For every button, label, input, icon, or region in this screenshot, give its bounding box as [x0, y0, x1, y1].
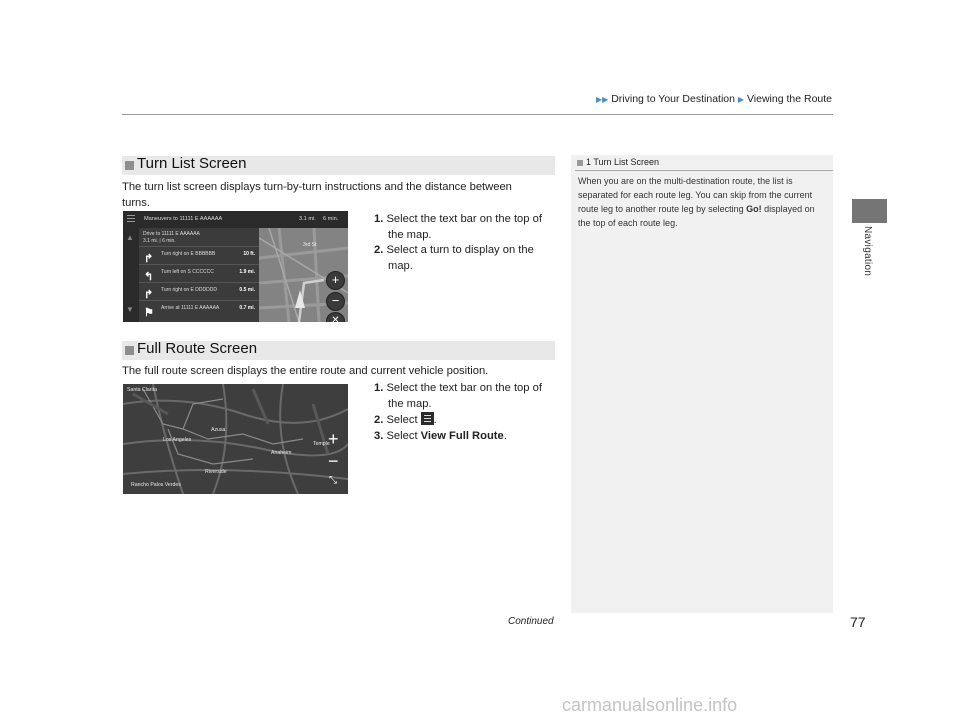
- map-label: Azusa: [211, 427, 226, 433]
- step-number: 2.: [374, 414, 384, 426]
- step-text: Select: [386, 429, 418, 442]
- step-item: [374, 212, 542, 228]
- maneuvers-time: 6 min.: [323, 216, 339, 222]
- view-full-route-label: View Full Route: [420, 429, 504, 442]
- reference-icon: [577, 160, 583, 166]
- breadcrumb-part2: Viewing the Route: [746, 93, 832, 105]
- step-text: Select a turn to display on the: [386, 244, 534, 256]
- side-tab-marker: [852, 199, 887, 223]
- turn-item-distance: 10 ft.: [243, 251, 255, 257]
- turn-list-steps: [374, 212, 542, 274]
- note-body: [578, 174, 828, 230]
- note-ref-number: 1: [586, 157, 592, 167]
- section-square-icon: [125, 161, 134, 170]
- menu-icon: [421, 412, 434, 425]
- note-body-text: When you are on the multi-destination route, the list is separated for each route leg. You can skip from the current route leg to another route leg by selecting: [578, 176, 813, 214]
- page-number: 77: [850, 614, 866, 630]
- turn-item-distance: 1.9 mi.: [239, 269, 255, 275]
- full-route-steps: [374, 381, 542, 444]
- zoom-out-icon: −: [326, 292, 345, 311]
- turn-left-icon: ↰: [144, 271, 154, 283]
- turn-right-icon: ↱: [144, 253, 154, 265]
- maneuvers-label: Maneuvers to 11111 E AAAAAA: [144, 216, 223, 222]
- turn-list-panel: [139, 228, 259, 322]
- full-route-title: Full Route Screen: [137, 340, 258, 357]
- full-route-section-header: [122, 341, 555, 360]
- step-item: [374, 429, 542, 445]
- close-icon: ✕: [326, 312, 345, 322]
- step-item: [374, 412, 542, 429]
- turn-list-description: The turn list screen displays turn-by-turn instructions and the distance between turns.: [122, 181, 512, 209]
- step-number: 1.: [374, 213, 384, 225]
- note-heading-text: Turn List Screen: [593, 157, 660, 167]
- section-square-icon: [125, 346, 134, 355]
- maneuvers-distance: 3.1 mi.: [299, 216, 316, 222]
- full-route-description: The full route screen displays the entire route and current vehicle position.: [122, 365, 489, 377]
- street-label: 3rd St: [303, 242, 317, 248]
- zoom-out-icon: −: [328, 451, 339, 471]
- turn-list-screenshot: [123, 211, 348, 322]
- double-arrow-icon: ▶▶: [595, 95, 609, 104]
- checkered-flag-icon: ⚑: [144, 307, 154, 319]
- map-label: Santa Clarita: [127, 387, 157, 393]
- step-number: 1.: [374, 382, 384, 394]
- note-heading: [577, 157, 659, 167]
- turn-item-text: Arrive at 11111 E AAAAAA: [161, 305, 220, 311]
- step-punctuation: .: [503, 429, 507, 442]
- turn-item: [139, 300, 259, 322]
- scroll-up-icon: ▲: [126, 233, 134, 242]
- maneuvers-text-bar: [139, 211, 348, 228]
- scroll-down-icon: ▼: [126, 305, 134, 314]
- fit-route-icon: ⤡: [329, 475, 337, 486]
- drive-to-line1: Drive to 11111 E AAAAAA: [143, 231, 200, 237]
- step-text: Select the text bar on the top of: [386, 382, 542, 394]
- turn-item-text: Turn right on E DDDDDD: [161, 287, 217, 293]
- arrow-icon: ▶: [737, 95, 745, 104]
- map-view: [259, 228, 348, 322]
- step-text: Select: [386, 414, 418, 426]
- full-route-screenshot: [123, 384, 348, 494]
- watermark: carmanualsonline.info: [562, 695, 738, 715]
- zoom-in-icon: +: [326, 271, 345, 290]
- step-text-continued: the map.: [388, 228, 432, 241]
- step-text: Select the text bar on the top of: [386, 213, 542, 225]
- turn-item-distance: 0.7 mi.: [239, 305, 255, 311]
- zoom-in-icon: +: [328, 429, 339, 449]
- turn-item-distance: 0.5 mi.: [239, 287, 255, 293]
- step-item: [374, 243, 542, 259]
- drive-to-line2: 3.1 mi. | 6 min.: [143, 238, 176, 244]
- step-text-continued: the map.: [388, 397, 432, 410]
- step-number: 3.: [374, 429, 384, 442]
- step-text-continued: map.: [388, 259, 413, 272]
- breadcrumb: [440, 93, 832, 105]
- turn-list-title: Turn List Screen: [137, 155, 247, 172]
- go-label: Go!: [746, 204, 762, 214]
- turn-item-text: Turn left on S CCCCCC: [161, 269, 214, 275]
- menu-icon: [127, 215, 135, 216]
- turn-item-text: Turn right on E BBBBBB: [161, 251, 216, 257]
- note-body-end: displayed on the top of each route leg.: [578, 204, 815, 228]
- route-map-graphic: [123, 384, 348, 494]
- step-punctuation: .: [433, 414, 437, 426]
- side-tab-label: Navigation: [862, 226, 873, 277]
- breadcrumb-part1: Driving to Your Destination: [611, 93, 735, 105]
- step-item: [374, 381, 542, 397]
- map-label: Anaheim: [271, 450, 292, 456]
- map-label: Temple: [313, 441, 330, 447]
- map-label: Rancho Palos Verdes: [131, 482, 181, 488]
- map-label: Riverside: [205, 469, 227, 475]
- scroll-side-bar: [123, 211, 139, 322]
- turn-list-section-header: [122, 156, 555, 175]
- note-rule: [575, 170, 833, 171]
- header-rule: [122, 114, 833, 115]
- turn-right-icon: ↱: [144, 289, 154, 301]
- continued-label: Continued: [508, 616, 554, 627]
- step-number: 2.: [374, 244, 384, 256]
- map-label: Los Angeles: [163, 437, 192, 443]
